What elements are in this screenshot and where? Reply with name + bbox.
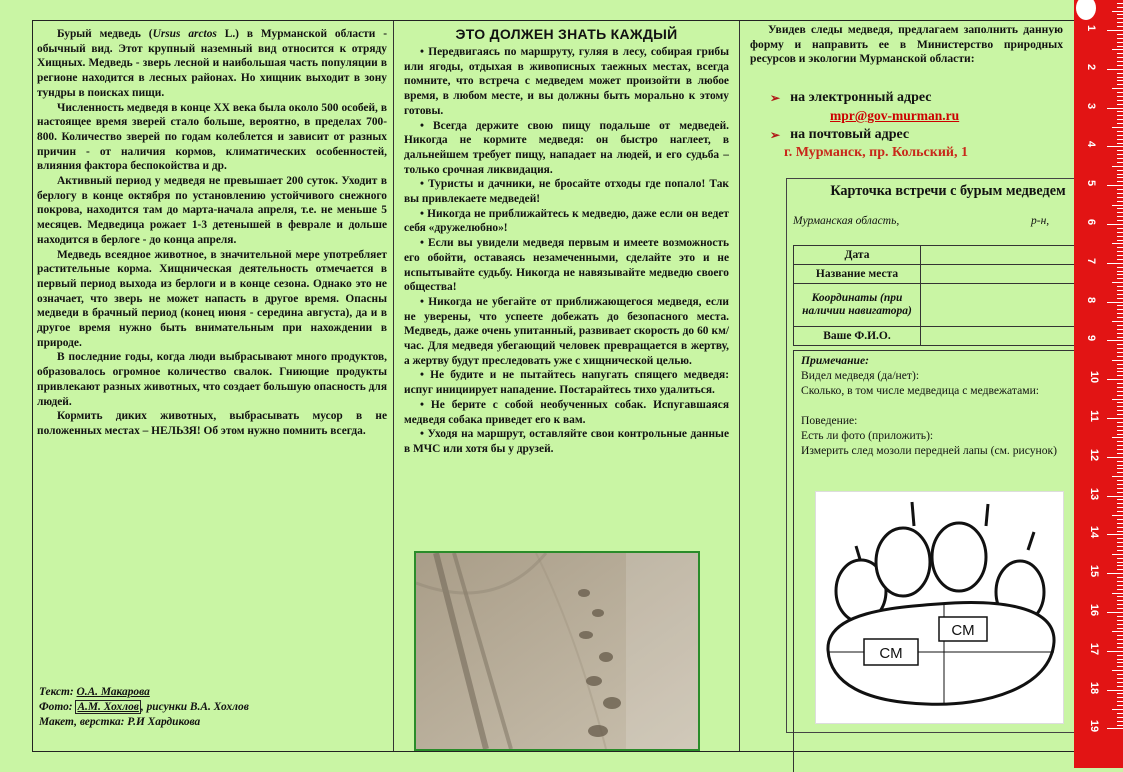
ruler-tick bbox=[1117, 662, 1123, 663]
ruler-tick bbox=[1112, 709, 1123, 710]
layout-credit: Макет, верстка: Р.И Хардикова bbox=[39, 716, 201, 728]
ruler-tick bbox=[1117, 538, 1123, 539]
place-field[interactable] bbox=[921, 265, 1084, 284]
ruler-number: 10 bbox=[1088, 371, 1101, 384]
ruler-tick bbox=[1117, 410, 1123, 411]
ruler-tick bbox=[1117, 150, 1123, 151]
district-label: р-н, bbox=[1031, 215, 1050, 227]
ruler-tick bbox=[1117, 542, 1123, 543]
ruler-tick bbox=[1117, 57, 1123, 58]
email-link[interactable]: mpr@gov-murman.ru bbox=[830, 108, 960, 123]
ruler-tick bbox=[1117, 286, 1123, 287]
paragraph-4: Медведь всеядное животное, в значительной мере употребляет растительные корма. Хищническая деятельность отмечается в первый период выхода из берлоги и в конце сезона. Однако это не означает, что зверь не может напасть в другое время. Опасны медведи в брачный период (конец июня - середина августа), да и в другое время нужно быть внимательным при нахождении в природе. bbox=[37, 248, 387, 349]
paw-label-cm: СМ bbox=[951, 622, 975, 639]
ruler-number: 16 bbox=[1088, 603, 1101, 617]
ruler-number: 2 bbox=[1085, 63, 1098, 70]
ruler-number: 1 bbox=[1085, 24, 1098, 32]
ruler-number: 9 bbox=[1085, 335, 1098, 342]
middle-column bbox=[394, 21, 740, 751]
place-label: Название места bbox=[794, 265, 921, 284]
ruler-tick bbox=[1107, 612, 1123, 613]
notes-title: Примечание: bbox=[801, 354, 869, 367]
ruler-tick bbox=[1117, 181, 1123, 182]
ruler-tick bbox=[1112, 127, 1123, 128]
ruler-tick bbox=[1117, 139, 1123, 140]
ruler-number: 14 bbox=[1088, 526, 1101, 539]
ruler-tick bbox=[1117, 177, 1123, 178]
ruler-tick bbox=[1117, 624, 1123, 625]
ruler-tick bbox=[1117, 585, 1123, 586]
ruler-tick bbox=[1117, 639, 1123, 640]
rule-item: • Передвигаясь по маршруту, гуляя в лесу, собирая грибы или ягоды, отдыхая в живописных таежных местах, всегда помните, что встреча с медведем может произойти в любое время, в любом месте, и вы должны быть морально к этому готовы. bbox=[404, 46, 729, 117]
ruler-tick bbox=[1117, 484, 1123, 485]
ruler-tick bbox=[1112, 593, 1123, 594]
ruler-tick bbox=[1107, 651, 1123, 652]
ruler-number: 17 bbox=[1088, 642, 1101, 655]
ruler-tick bbox=[1117, 713, 1123, 714]
ruler-tick bbox=[1117, 558, 1123, 559]
paragraph-2: Численность медведя в конце XX века была около 500 особей, в настоящее время зверей стало больше, вероятно, в пределах 700-800. Количество зверей по годам колеблется и зависит от разных причин - от наличия кормов, климатических особенностей, влияния фактора беспокойства и др. bbox=[37, 101, 387, 173]
ruler-tick bbox=[1117, 643, 1123, 644]
ruler-tick bbox=[1117, 569, 1123, 570]
ruler-tick bbox=[1117, 96, 1123, 97]
ruler-tick bbox=[1117, 523, 1123, 524]
ruler-tick bbox=[1112, 243, 1123, 244]
ruler-tick bbox=[1117, 468, 1123, 469]
rule-item: • Всегда держите свою пищу подальше от медведей. Никогда не кормите медведя: он быстро наглеет, в дальнейшем требует пищу, нападает на людей, и его судьба – только срочная ликвидация. bbox=[404, 119, 729, 176]
ruler-tick bbox=[1107, 263, 1123, 264]
ruler-tick bbox=[1117, 596, 1123, 597]
photo-author: А.М. Хохлов bbox=[77, 701, 139, 713]
ruler-tick bbox=[1117, 655, 1123, 656]
ruler-tick bbox=[1107, 69, 1123, 70]
ruler-number: 4 bbox=[1085, 141, 1098, 148]
ruler-tick bbox=[1117, 305, 1123, 306]
name-label: Ваше Ф.И.О. bbox=[794, 327, 921, 346]
ruler-tick bbox=[1117, 383, 1123, 384]
paw-diagram bbox=[815, 491, 1064, 724]
date-field[interactable] bbox=[921, 246, 1084, 265]
ruler-tick bbox=[1117, 527, 1123, 528]
ruler-tick bbox=[1117, 193, 1123, 194]
ruler-tick bbox=[1117, 337, 1123, 338]
ruler-tick bbox=[1107, 728, 1123, 729]
ruler-tick bbox=[1117, 693, 1123, 694]
note-line: Измерить след мозоли передней лапы (см. рисунок) bbox=[801, 444, 1058, 457]
ruler-tick bbox=[1117, 395, 1123, 396]
ruler-tick bbox=[1117, 628, 1123, 629]
paw-label-cm: СМ bbox=[879, 645, 903, 662]
safety-rules bbox=[404, 45, 729, 457]
ruler-tick bbox=[1117, 38, 1123, 39]
ruler-tick bbox=[1117, 208, 1123, 209]
ruler-tick bbox=[1117, 682, 1123, 683]
ruler-tick bbox=[1117, 453, 1123, 454]
ruler-tick bbox=[1117, 247, 1123, 248]
ruler-tick bbox=[1117, 267, 1123, 268]
ruler-tick bbox=[1117, 375, 1123, 376]
ruler-tick bbox=[1117, 216, 1123, 217]
note-spacer bbox=[801, 398, 1087, 413]
ruler-tick bbox=[1117, 18, 1123, 19]
ruler-tick bbox=[1117, 294, 1123, 295]
ruler-tick bbox=[1117, 317, 1123, 318]
ruler-number: 7 bbox=[1085, 257, 1098, 264]
ruler-tick bbox=[1117, 119, 1123, 120]
ruler-tick bbox=[1117, 472, 1123, 473]
ruler-tick bbox=[1117, 666, 1123, 667]
ruler-tick bbox=[1117, 61, 1123, 62]
ruler-tick bbox=[1117, 492, 1123, 493]
right-column bbox=[740, 21, 1075, 751]
ruler-tick bbox=[1117, 434, 1123, 435]
ruler-tick bbox=[1117, 348, 1123, 349]
ruler-tick bbox=[1117, 368, 1123, 369]
ruler-tick bbox=[1117, 721, 1123, 722]
ruler-tick bbox=[1117, 104, 1123, 105]
ruler-tick bbox=[1117, 158, 1123, 159]
ruler-number: 5 bbox=[1085, 180, 1098, 187]
paragraph-1: Бурый медведь (Ursus arctos L.) в Мурманской области - обычный вид. Этот крупный наземный вид относится к отряду Хищных. Медведь - зверь лесной и наибольшая часть популяции в регионе находится в лесных районах. Но хищник выходит в зону тундры в поисках пищи. bbox=[37, 28, 388, 99]
ruler-tick bbox=[1117, 131, 1123, 132]
ruler-tick bbox=[1112, 399, 1123, 400]
ruler-tick bbox=[1112, 360, 1123, 361]
rule-item: • Не берите с собой необученных собак. Испугавшаяся медведя собака приведет его к вам. bbox=[404, 398, 729, 426]
coordinates-field[interactable] bbox=[921, 284, 1084, 327]
ruler-tick bbox=[1117, 189, 1123, 190]
ruler-tick bbox=[1117, 92, 1123, 93]
ruler-tick bbox=[1112, 476, 1123, 477]
ruler-tick bbox=[1117, 197, 1123, 198]
ruler-tick bbox=[1112, 166, 1123, 167]
ruler-tick bbox=[1112, 437, 1123, 438]
ruler-tick bbox=[1117, 356, 1123, 357]
paragraph-3: Активный период у медведя не превышает 200 суток. Уходит в берлогу в конце октября по установлению устойчивого снежного покрова, находится там до марта-начала апреля, т.е. не меньше 5 месяцев. Медведица рожает 1-3 детенышей в феврале и дольше находится в берлоге - до конца апреля. bbox=[37, 175, 387, 246]
ruler-tick bbox=[1112, 515, 1123, 516]
ruler-tick bbox=[1117, 589, 1123, 590]
ruler-tick bbox=[1117, 278, 1123, 279]
ruler-tick bbox=[1107, 457, 1123, 458]
ruler-tick bbox=[1117, 236, 1123, 237]
ruler-tick bbox=[1117, 220, 1123, 221]
ruler-tick bbox=[1112, 631, 1123, 632]
bullet-email: ➢ на электронный адрес bbox=[770, 90, 932, 105]
ruler-number: 18 bbox=[1088, 681, 1101, 694]
ruler-tick bbox=[1107, 108, 1123, 109]
ruler-tick bbox=[1117, 480, 1123, 481]
ruler-tick bbox=[1117, 170, 1123, 171]
ruler-tick bbox=[1117, 697, 1123, 698]
note-line: Видел медведя (да/нет): bbox=[801, 369, 920, 382]
ruler-tick bbox=[1117, 7, 1123, 8]
ruler-tick bbox=[1117, 3, 1123, 4]
ruler-tick bbox=[1117, 701, 1123, 702]
ruler-tick bbox=[1117, 111, 1123, 112]
paragraph-5: В последние годы, когда люди выбрасывают много продуктов, образовалось огромное количество свалок. Гниющие продукты привлекают разных животных, что создает большую опасность для людей. bbox=[37, 351, 387, 408]
ruler-tick bbox=[1117, 14, 1123, 15]
ruler-number: 3 bbox=[1085, 102, 1098, 109]
ruler-tick bbox=[1117, 73, 1123, 74]
ruler-tick bbox=[1117, 565, 1123, 566]
ruler-number: 6 bbox=[1085, 218, 1098, 226]
card-form bbox=[793, 245, 1084, 346]
rule-item: • Если вы увидели медведя первым и имеете возможность его обойти, оставаясь незамеченными, сделайте это и не испытывайте судьбу. Никогда не навязывайте медведю своего общества! bbox=[404, 237, 729, 294]
ruler-tick bbox=[1117, 123, 1123, 124]
ruler-tick bbox=[1117, 313, 1123, 314]
ruler-tick bbox=[1117, 391, 1123, 392]
ruler-number: 15 bbox=[1088, 565, 1101, 578]
ruler-tick bbox=[1117, 46, 1123, 47]
tracks-image bbox=[416, 553, 698, 749]
arrow-icon: ➢ bbox=[770, 127, 781, 142]
ruler-tick bbox=[1117, 674, 1123, 675]
arrow-icon: ➢ bbox=[770, 90, 781, 105]
ruler-tick bbox=[1117, 364, 1123, 365]
ruler-tick bbox=[1117, 309, 1123, 310]
ruler-tick bbox=[1112, 321, 1123, 322]
ruler-tick bbox=[1117, 461, 1123, 462]
ruler-number: 8 bbox=[1085, 296, 1098, 303]
ruler-tick bbox=[1117, 600, 1123, 601]
ruler-tick bbox=[1117, 240, 1123, 241]
rule-item: • Никогда не убегайте от приближающегося медведя, если не уверены, что успеете добежать до безопасного места. Медведь, даже очень упитанный, развивает скорость до 60 км/час. Для медведя убегающий человек превращается в жертву, а жертву будут преследовать уже с хищнической целью. bbox=[404, 295, 729, 367]
ruler-tick bbox=[1117, 232, 1123, 233]
ruler-tick bbox=[1117, 42, 1123, 43]
ruler-tick bbox=[1112, 11, 1123, 12]
ruler-tick bbox=[1107, 185, 1123, 186]
ruler-tick bbox=[1117, 174, 1123, 175]
ruler-tick bbox=[1117, 449, 1123, 450]
ruler-tick bbox=[1117, 577, 1123, 578]
note-line: Поведение: bbox=[801, 414, 858, 427]
ruler-tick bbox=[1117, 352, 1123, 353]
ruler-tick bbox=[1117, 678, 1123, 679]
section-heading: ЭТО ДОЛЖЕН ЗНАТЬ КАЖДЫЙ bbox=[455, 26, 678, 42]
ruler-tick bbox=[1117, 251, 1123, 252]
post-address: г. Мурманск, пр. Кольский, 1 bbox=[784, 145, 968, 160]
note-line: Есть ли фото (приложить): bbox=[801, 429, 934, 442]
ruler-tick bbox=[1117, 635, 1123, 636]
ruler-tick bbox=[1117, 371, 1123, 372]
date-label: Дата bbox=[794, 246, 921, 265]
paw-drawing bbox=[816, 492, 1063, 723]
ruler-tick bbox=[1117, 333, 1123, 334]
text-author: О.А. Макарова bbox=[76, 686, 150, 698]
ruler-tick bbox=[1117, 604, 1123, 605]
ruler-tick bbox=[1117, 402, 1123, 403]
ruler-tick bbox=[1112, 282, 1123, 283]
region-label: Мурманская область, bbox=[793, 215, 900, 227]
ruler-tick bbox=[1117, 465, 1123, 466]
rule-item: • Уходя на маршрут, оставляйте свои контрольные данные в МЧС или хотя бы у друзей. bbox=[404, 428, 729, 455]
ruler-tick bbox=[1117, 546, 1123, 547]
intro-text bbox=[37, 27, 387, 439]
coordinates-label: Координаты (при наличии навигатора) bbox=[794, 284, 921, 327]
ruler-tick bbox=[1117, 507, 1123, 508]
note-line: Сколько, в том числе медведица с медвежатами: bbox=[801, 384, 1040, 397]
ruler-tick bbox=[1117, 80, 1123, 81]
ruler-tick bbox=[1112, 88, 1123, 89]
ruler-tick bbox=[1117, 705, 1123, 706]
form-intro: Увидев следы медведя, предлагаем заполнить данную форму и направить ее в Министерство природных ресурсов и экологии Мурманской области: bbox=[750, 23, 1063, 66]
ruler-tick bbox=[1107, 573, 1123, 574]
ruler-tick bbox=[1117, 647, 1123, 648]
ruler-number: 19 bbox=[1088, 720, 1101, 733]
credits: Текст: О.А. Макарова Фото: А.М. Хохлов , рисунки В.А. Хохлов Макет, верстка: Р.И Хардикова bbox=[39, 686, 249, 728]
ruler-tick bbox=[1107, 340, 1123, 341]
ruler-tick bbox=[1117, 414, 1123, 415]
ruler bbox=[1074, 0, 1123, 768]
ruler-tick bbox=[1117, 26, 1123, 27]
ruler-tick bbox=[1117, 344, 1123, 345]
ruler-tick bbox=[1117, 717, 1123, 718]
ruler-tick bbox=[1117, 298, 1123, 299]
ruler-tick bbox=[1117, 608, 1123, 609]
name-field[interactable] bbox=[921, 327, 1084, 346]
bear-tracks-photo bbox=[414, 551, 700, 751]
ruler-hole bbox=[1076, 0, 1096, 20]
ruler-number: 12 bbox=[1088, 448, 1101, 461]
ruler-tick bbox=[1117, 34, 1123, 35]
rule-item: • Туристы и дачники, не бросайте отходы где попало! Так вы привлекаете медведей! bbox=[404, 178, 729, 206]
ruler-tick bbox=[1107, 30, 1123, 31]
ruler-tick bbox=[1117, 445, 1123, 446]
ruler-tick bbox=[1112, 205, 1123, 206]
ruler-tick bbox=[1117, 274, 1123, 275]
ruler-tick bbox=[1117, 426, 1123, 427]
ruler-tick bbox=[1117, 531, 1123, 532]
ruler-tick bbox=[1117, 259, 1123, 260]
ruler-tick bbox=[1117, 65, 1123, 66]
brochure-frame bbox=[32, 20, 1076, 752]
ruler-tick bbox=[1107, 379, 1123, 380]
ruler-tick bbox=[1117, 84, 1123, 85]
ruler-tick bbox=[1107, 418, 1123, 419]
ruler-tick bbox=[1117, 115, 1123, 116]
ruler-tick bbox=[1117, 271, 1123, 272]
ruler-tick bbox=[1117, 201, 1123, 202]
paragraph-6: Кормить диких животных, выбрасывать мусор в не положенных местах – НЕЛЬЗЯ! Об этом нужно помнить всегда. bbox=[37, 410, 387, 437]
ruler-tick bbox=[1112, 49, 1123, 50]
ruler-tick bbox=[1117, 488, 1123, 489]
ruler-tick bbox=[1117, 212, 1123, 213]
ruler-tick bbox=[1117, 616, 1123, 617]
ruler-tick bbox=[1117, 22, 1123, 23]
ruler-tick bbox=[1117, 325, 1123, 326]
ruler-tick bbox=[1117, 77, 1123, 78]
ruler-number: 11 bbox=[1087, 410, 1100, 422]
ruler-tick bbox=[1117, 550, 1123, 551]
ruler-tick bbox=[1117, 100, 1123, 101]
rule-item: • Не будите и не пытайтесь напугать спящего медведя: испуг инициирует нападение. Постарайтесь тихо удалиться. bbox=[404, 369, 729, 397]
ruler-tick bbox=[1117, 441, 1123, 442]
ruler-tick bbox=[1117, 329, 1123, 330]
ruler-tick bbox=[1117, 228, 1123, 229]
ruler-tick bbox=[1117, 154, 1123, 155]
ruler-tick bbox=[1117, 519, 1123, 520]
ruler-tick bbox=[1107, 146, 1123, 147]
ruler-tick bbox=[1117, 620, 1123, 621]
ruler-tick bbox=[1112, 554, 1123, 555]
ruler-tick bbox=[1117, 406, 1123, 407]
ruler-tick bbox=[1117, 562, 1123, 563]
ruler-tick bbox=[1107, 690, 1123, 691]
ruler-tick bbox=[1117, 290, 1123, 291]
ruler-tick bbox=[1117, 686, 1123, 687]
ruler-tick bbox=[1117, 430, 1123, 431]
ruler-tick bbox=[1107, 224, 1123, 225]
ruler-tick bbox=[1117, 255, 1123, 256]
ruler-tick bbox=[1117, 503, 1123, 504]
encounter-card bbox=[786, 178, 1110, 733]
ruler-number: 13 bbox=[1088, 487, 1101, 500]
bullet-post: ➢ на почтовый адрес bbox=[770, 127, 910, 142]
left-column bbox=[33, 21, 394, 751]
ruler-tick bbox=[1117, 659, 1123, 660]
ruler-tick bbox=[1117, 387, 1123, 388]
ruler-tick bbox=[1117, 135, 1123, 136]
ruler-tick bbox=[1117, 581, 1123, 582]
ruler-tick bbox=[1107, 534, 1123, 535]
card-title: Карточка встречи с бурым медведем bbox=[830, 183, 1066, 199]
ruler-tick bbox=[1117, 511, 1123, 512]
ruler-tick bbox=[1107, 496, 1123, 497]
ruler-tick bbox=[1117, 422, 1123, 423]
ruler-tick bbox=[1117, 53, 1123, 54]
ruler-tick bbox=[1117, 143, 1123, 144]
ruler-tick bbox=[1117, 162, 1123, 163]
rule-item: • Никогда не приближайтесь к медведю, даже если он ведет себя «дружелюбно»! bbox=[404, 207, 729, 235]
ruler-tick bbox=[1112, 670, 1123, 671]
ruler-tick bbox=[1117, 499, 1123, 500]
ruler-tick bbox=[1107, 302, 1123, 303]
ruler-tick bbox=[1117, 725, 1123, 726]
